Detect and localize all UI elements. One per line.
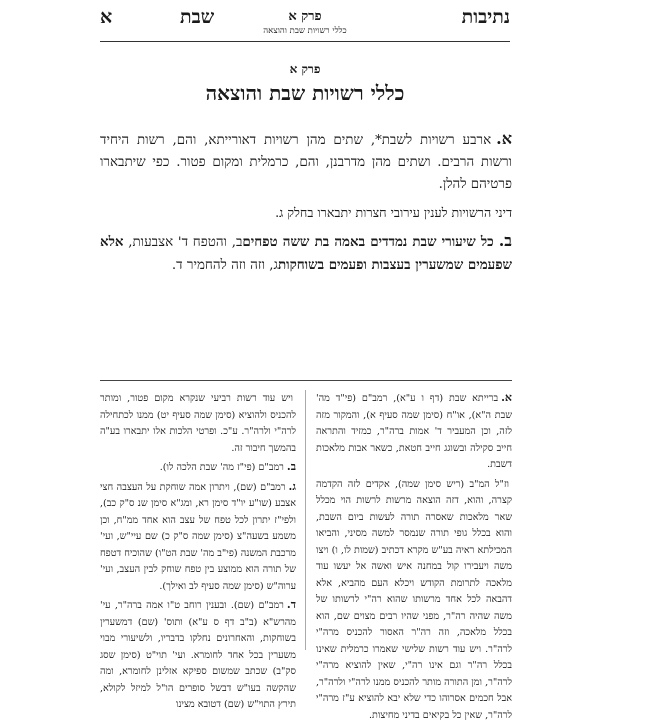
chapter-title: כללי רשויות שבת והוצאה — [100, 81, 510, 106]
footnote-column-right — [316, 390, 512, 650]
footnote — [100, 390, 296, 457]
footnote-text: רמב"ם (פי"ז מה' שבת הלכה לו). — [160, 462, 284, 473]
footnote-text: רמב"ם (שם). ובענין רוחב ט"ו אמה ברה"ר, עי' מהרש"א (ב"ב דף ס ע"א) ותוס' (שם) דמשערין בשוחקות, והאחרונים נחלקו בדבריו, ולשיעורי מבוי משערין בכל אחד לחומרא. ועי' תוי"ט (סימן שסג סק"ב) שכתב שמשום ספיקא אזלינן לחומרא, ומה שהקשה בעו"ש דבשל סופרים הו"ל למיזל לקולא, תירץ התוי"ש (שם) דטובא מצינו — [100, 600, 296, 710]
header-chapter-block — [225, 8, 385, 36]
section-note: דיני הרשויות לענין עירובי חצרות יתבארו בחלק ג. — [100, 202, 512, 224]
paragraph-bold-text: אלא שפעמים שמשערין בעצבות ופעמים בשוחקות — [100, 234, 512, 273]
paragraph-letter: א. — [496, 129, 512, 148]
footnote-letter: א. — [501, 391, 512, 404]
paragraph-text: ארבע רשויות לשבת*, שתים מהן רשויות דאורייתא, והם, רשות היחיד ורשות הרבים. ושתים מהן מדרבנן, והם, כרמלית ומקום פטור. כפי שיתבארו פרטיהם להלן. — [100, 133, 512, 192]
footnote-text: רמב"ם (שם), ויתרון אמה שוחקת על העצבה חצי אצבע (שו"ע יו"ד סימן רא, ומג"א סימן שנ ס"ק כב), ולפי"ז יתרון לכל טפח של עצב הוא אחד ממ"ח, וכן משמע בשעה"צ (סימן שמה ס"ק כ) שם עיי"ש, ועי' מרכבת המשנה (פי"ב מה' שבת הט"ו) שהוכיח דטפח של תורה הוא ממוצע בין טפח שוחק לבין העצב, ועי' ערוה"ש (סימן שמה סעיף לב ואילך). — [100, 482, 296, 592]
paragraph-bold-text: כל שיעורי שבת נמדדים באמה בת ששה טפחים — [242, 234, 493, 250]
chapter-label: פרק א — [100, 62, 510, 77]
running-header — [100, 6, 510, 42]
main-text — [100, 128, 512, 283]
header-chapter-label: פרק א — [225, 8, 385, 24]
footnote-column-left — [100, 390, 296, 650]
footnote — [316, 390, 512, 474]
footnote — [100, 479, 296, 596]
footnote-letter: ג. — [289, 480, 296, 493]
footnote — [100, 459, 296, 477]
header-rule — [100, 41, 510, 42]
header-book-title: נתיבות — [462, 6, 510, 29]
header-chapter-subtitle: כללי רשויות שבת והוצאה — [225, 25, 385, 36]
header-page-letter: א — [100, 6, 112, 29]
paragraph-b — [100, 230, 512, 277]
footnote — [100, 597, 296, 714]
column-separator — [305, 390, 306, 650]
footnotes — [100, 390, 512, 650]
paragraph-a — [100, 128, 512, 196]
footnote-letter: ד. — [287, 598, 296, 611]
paragraph-text: ד. — [172, 258, 183, 273]
footnote — [316, 476, 512, 724]
paragraph-letter: ב. — [499, 231, 512, 250]
footnote-text: ברייתא שבת (דף ו ע"א), רמב"ם (פי"ד מה' שבת ה"א), או"ח (סימן שמה סעיף א), והמקור מזה לזה, וכן המעביר ד' אמות ברה"ר, כמזיד והתראה חייב סקילה ובשוגג חייב חטאת, כשאר אבות מלאכות דשבת. — [316, 393, 512, 470]
paragraph-text: ג, וזה וזה להחמיר — [187, 258, 278, 273]
footnote-text: וז"ל המ"ב (ריש סימן שמה), אקדים לזה הקדמה קצרה, והוא, דזה הוצאה מרשות לרשות הוי מכלל שאר מלאכות שאסרה תורה לעשות ביום השבת, והוא בכלל גופי תורה שנמסר למשה מסיני, והביאו המכילתא ראיה בע"ש מקרא דכתיב (שמות לו, ו) ויצו משה ויעבירו קול במחנה איש ואשה אל יעשו עוד מלאכה לתרומת הקודש ויכלא העם מהביא, אלא דהבאה לכל אחד מרשותו שהוא רה"י לרשותו של משה שהיה רה"ר, מפני שהיו רבים מצוים שם, הוא בכלל מלאכה, וזה רה"ר האסור להכניס מרה"י לרה"ר. ויש עוד רשות שלישי שאמרו כרמלית שאינו בכלל רה"ר וגם אינו רה"י, שאין להוציא מרה"י לרה"ר, ומן התורה מותר להכניס ממנו לרה"י ולרה"ר, אבל חכמים אסרוהו כדי שלא יבא להוציא ע"ז מרה"י לרה"ר, שאין כל בקיאים בדיני מחיצות. — [316, 479, 512, 721]
footnote-letter: ב. — [287, 460, 296, 473]
footnote-divider — [100, 380, 512, 381]
paragraph-text: ב, והטפח ד' אצבעות, — [128, 235, 242, 250]
header-tractate: שבת — [180, 6, 214, 29]
footnote-text: ויש עוד רשות רביעי שנקרא מקום פטור, ומותר להכניס ולהוציא (סימן שמה סעיף יט) ממנו לכתחילה לרה"י ולרה"ר. ע"כ. ופרטי הלכות אלו יתבארו בע"ה בהמשך חיבור זה. — [100, 393, 296, 454]
